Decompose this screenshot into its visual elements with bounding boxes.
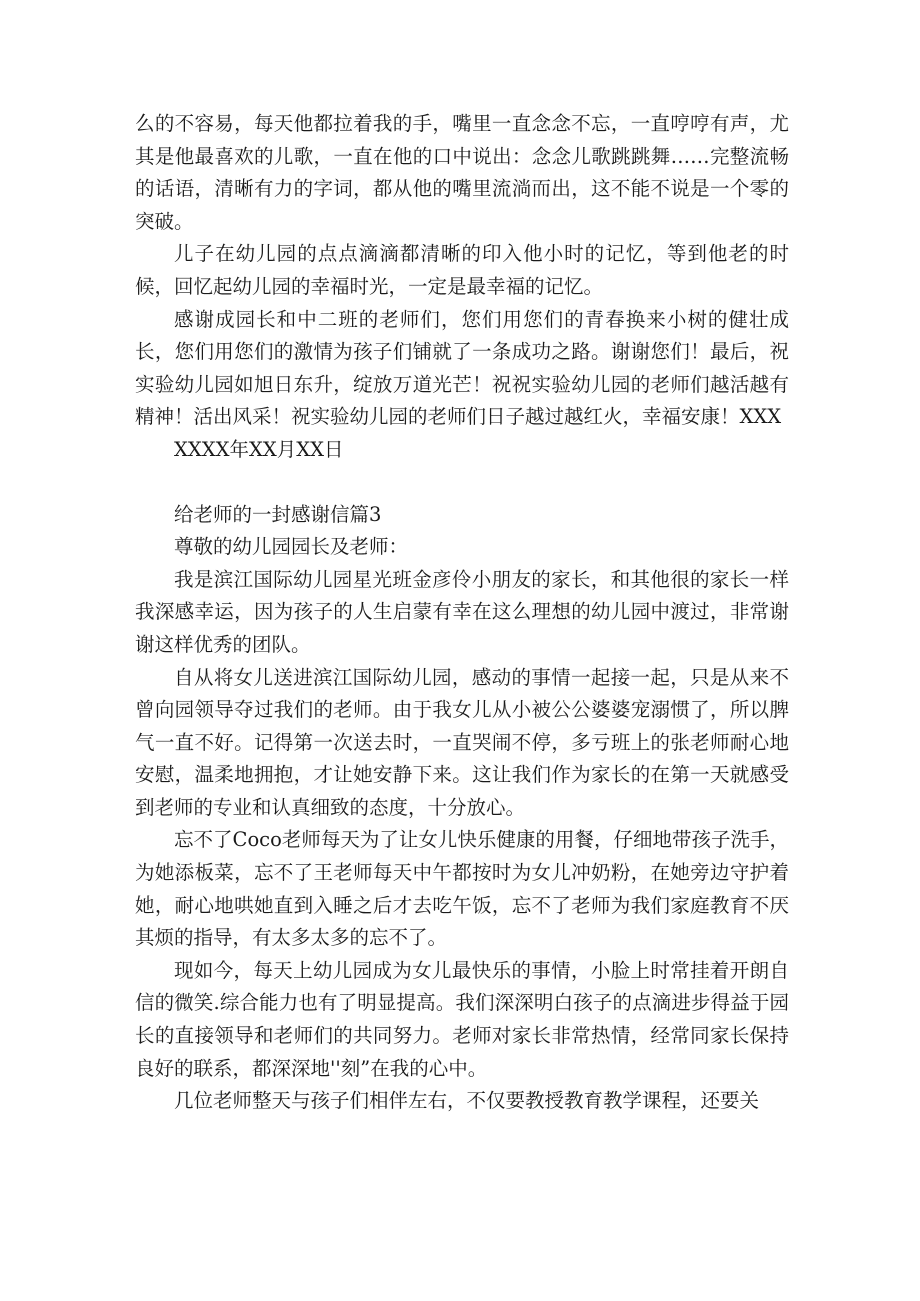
salutation: 尊敬的幼儿园园长及老师：	[174, 535, 409, 559]
paragraph: 我是滨江国际幼儿园星光班金彦伶小朋友的家长，和其他很的家长一样我深感幸运，因为孩子的人生启蒙有幸在这么理想的幼儿园中渡过，非常谢谢这样优秀的团队。	[135, 567, 789, 656]
paragraph: 现如今，每天上幼儿园成为女儿最快乐的事情，小脸上时常挂着开朗自信的微笑.综合能力也有了明显提高。我们深深明白孩子的点滴进步得益于园长的直接领导和老师们的共同努力。老师对家长非常热情，经常同家长保持良好的联系，都深深地''刻”在我的心中。	[135, 958, 789, 1080]
signature-date: XXXX年XX月XX日	[174, 437, 344, 461]
section-spacer	[135, 467, 789, 499]
section-title: 给老师的一封感谢信篇3	[174, 502, 382, 526]
paragraph-continued: 么的不容易，每天他都拉着我的手，嘴里一直念念不忘，一直哼哼有声，尤其是他最喜欢的儿歌，一直在他的口中说出：念念儿歌跳跳舞……完整流畅的话语，清晰有力的字词，都从他的嘴里流淌而出，这不能不说是一个零的突破。	[135, 112, 789, 233]
paragraph: 几位老师整天与孩子们相伴左右，不仅要教授教育教学课程，还要关	[174, 1089, 760, 1113]
paragraph: 感谢成园长和中二班的老师们，您们用您们的青春换来小树的健壮成长，您们用您们的激情为孩子们铺就了一条成功之路。谢谢您们！最后，祝实验幼儿园如旭日东升，绽放万道光芒！祝祝实验幼儿园的老师们越活越有精神！活出风采！祝实验幼儿园的老师们日子越过越红火，幸福安康！XXX	[135, 307, 789, 429]
document-body	[135, 108, 789, 1118]
paragraph: 儿子在幼儿园的点点滴滴都清晰的印入他小时的记忆，等到他老的时候，回忆起幼儿园的幸福时光，一定是最幸福的记忆。	[135, 242, 789, 298]
paragraph: 自从将女儿送进滨江国际幼儿园，感动的事情一起接一起，只是从来不曾向园领导夺过我们的老师。由于我女儿从小被公公婆婆宠溺惯了，所以脾气一直不好。记得第一次送去时，一直哭闹不停，多亏班上的张老师耐心地安慰，温柔地拥抱，才让她安静下来。这让我们作为家长的在第一天就感受到老师的专业和认真细致的态度，十分放心。	[135, 665, 789, 819]
paragraph: 忘不了Coco老师每天为了让女儿快乐健康的用餐，仔细地带孩子洗手，为她添板菜，忘不了王老师每天中午都按时为女儿冲奶粉，在她旁边守护着她，耐心地哄她直到入睡之后才去吃午饭，忘不了老师为我们家庭教育不厌其烦的指导，有太多太多的忘不了。	[135, 828, 789, 950]
